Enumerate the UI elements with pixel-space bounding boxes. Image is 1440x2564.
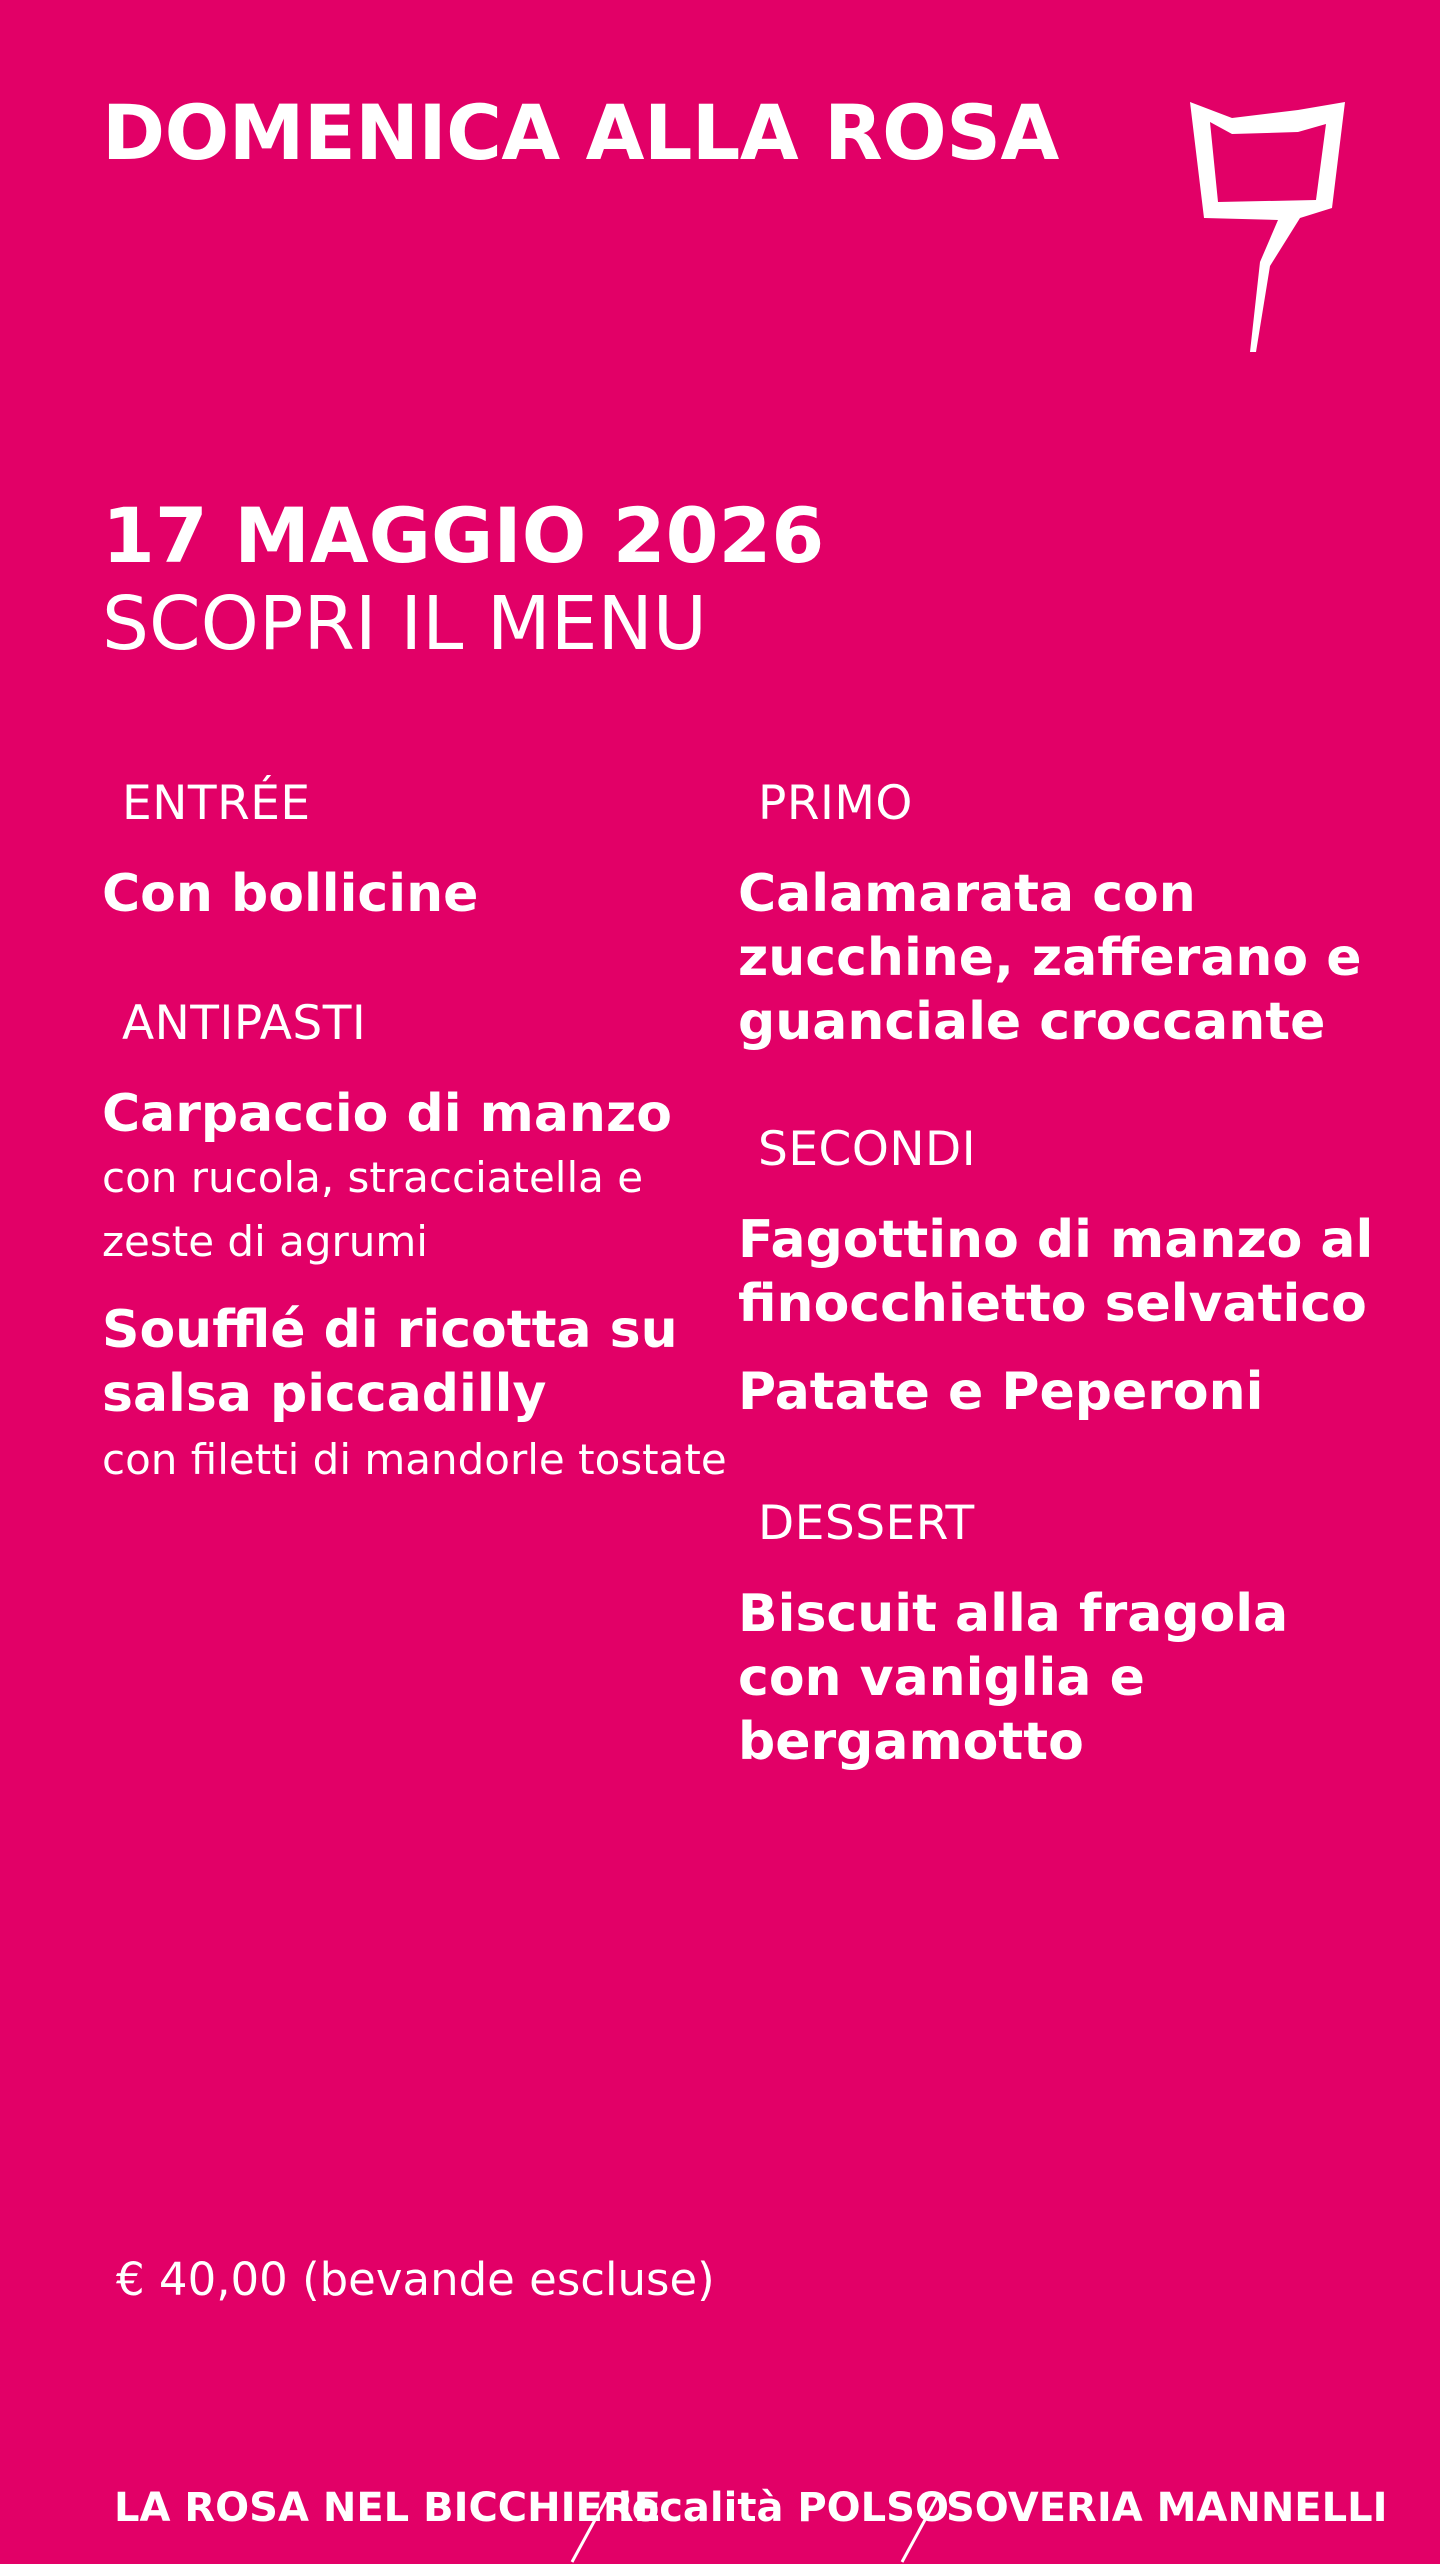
slash-divider-icon	[894, 2494, 944, 2564]
dish-name: Fagottino di manzo al finocchietto selvatico	[738, 1210, 1374, 1334]
event-date: 17 MAGGIO 2026	[102, 491, 825, 580]
footer-town: SOVERIA MANNELLI	[946, 2485, 1388, 2531]
section-label-entree: ENTRÉE	[122, 776, 311, 831]
dish-name: Con bollicine	[102, 864, 479, 924]
section-label-dessert: DESSERT	[758, 1496, 975, 1551]
dish-name: Soufflé di ricotta su salsa piccadilly	[102, 1300, 678, 1424]
dish-name: Patate e Peperoni	[738, 1362, 1264, 1422]
footer-venue: LA ROSA NEL BICCHIERE	[114, 2485, 661, 2531]
section-label-secondi: SECONDI	[758, 1122, 977, 1177]
footer	[114, 2480, 1388, 2560]
event-title: DOMENICA ALLA ROSA	[102, 88, 1059, 177]
dish-note: con filetti di mandorle tostate	[102, 1435, 727, 1484]
section-label-primo: PRIMO	[758, 776, 913, 831]
wine-glass-logo-icon	[1180, 96, 1350, 366]
dish-name: Biscuit alla fragola con vaniglia e bergamotto	[738, 1584, 1289, 1772]
slash-divider-icon	[564, 2494, 614, 2564]
section-label-antipasti: ANTIPASTI	[122, 996, 367, 1051]
price: € 40,00 (bevande escluse)	[116, 2253, 715, 2306]
menu-subtitle: SCOPRI IL MENU	[102, 581, 707, 667]
dish-name: Calamarata con zucchine, zafferano e guanciale croccante	[738, 864, 1362, 1052]
dish-note: con rucola, stracciatella e zeste di agrumi	[102, 1153, 644, 1266]
footer-locality: località POLSO	[618, 2485, 949, 2531]
dish-name: Carpaccio di manzo	[102, 1084, 672, 1144]
